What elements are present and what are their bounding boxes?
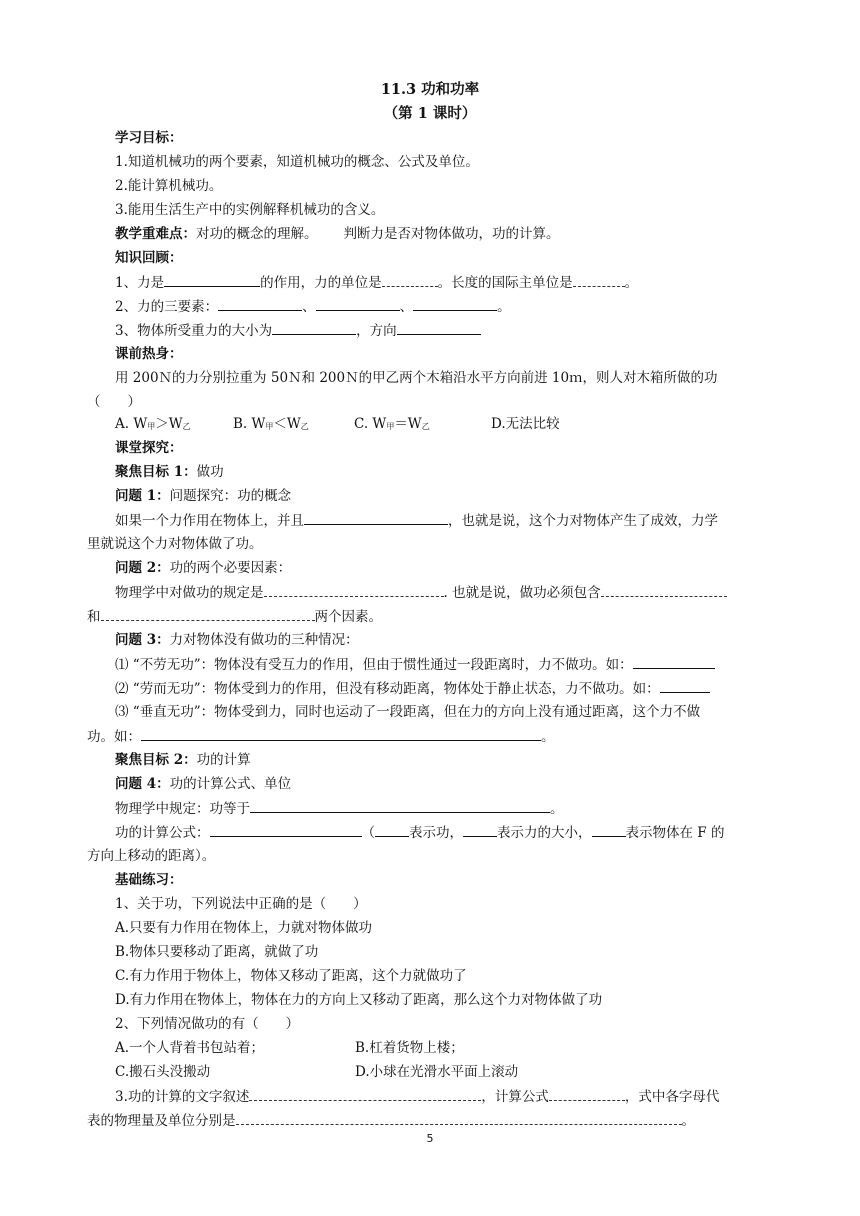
problem-1-body: 如果一个力作用在物体上，并且 ，也就是说，这个力对物体产生了成效，力学 (115, 510, 718, 531)
problem-1-heading (115, 486, 291, 506)
answer-blank[interactable] (141, 726, 541, 741)
review-heading: 知识回顾： (115, 250, 183, 266)
answer-blank[interactable] (633, 654, 715, 669)
page-number: 5 (426, 1132, 434, 1145)
objective-item: 1.知道机械功的两个要素，知道机械功的概念、公式及单位。 (115, 154, 479, 170)
problem-label: 问题 3： (115, 632, 170, 648)
answer-blank[interactable] (164, 272, 260, 287)
option-c[interactable]: C. W甲＝W乙 (354, 416, 430, 432)
practice-q2-option-a[interactable]: A.一个人背着书包站着； (115, 1040, 265, 1056)
key-points-label: 教学重难点： (115, 226, 196, 242)
problem-4-formula: 功的计算公式： （ 表示功， 表示力的大小， 表示物体在 F 的 (115, 822, 724, 843)
practice-q1-option-b[interactable]: B.物体只要移动了距离，就做了功 (115, 944, 319, 960)
answer-blank[interactable] (272, 320, 356, 335)
answer-blank[interactable] (382, 272, 438, 287)
review-question-1 (115, 272, 638, 293)
problem-4-body: 物理学中规定：功等于 。 (115, 798, 564, 819)
explore-heading: 课堂探究： (115, 440, 183, 456)
practice-question-1: 1、关于功，下列说法中正确的是（ ） (115, 896, 367, 912)
practice-question-2: 2、下列情况做功的有（ ） (115, 1016, 300, 1032)
problem-2-body-cont: 和 两个因素。 (87, 606, 382, 627)
focus-label: 聚焦目标 2： (115, 752, 197, 768)
problem-3-heading (115, 630, 359, 650)
answer-blank[interactable] (101, 606, 315, 621)
answer-blank[interactable] (549, 1086, 625, 1101)
key-points-text: 对功的概念的理解。 (196, 226, 318, 242)
practice-q1-option-d[interactable]: D.有力作用在物体上，物体在力的方向上又移动了距离，那么这个力对物体做了功 (115, 992, 603, 1008)
case-3: ⑶ “垂直无功”：物体受到力，同时也运动了一段距离，但在力的方向上没有通过距离，这个力不做 (115, 704, 701, 720)
focus-text: 功的计算 (196, 752, 251, 768)
problem-label: 问题 2： (115, 560, 170, 576)
separator: 、 (399, 299, 414, 315)
answer-blank[interactable] (249, 1086, 481, 1101)
problem-4-heading (115, 774, 291, 794)
answer-blank[interactable] (304, 510, 448, 525)
practice-q2-option-c[interactable]: C.搬石头没搬动 (115, 1064, 211, 1080)
option-a[interactable]: A. W甲＞W乙 (115, 416, 191, 432)
answer-blank[interactable] (592, 822, 626, 837)
warmup-question: 用 200Ｎ的力分别拉重为 50Ｎ和 200Ｎ的甲乙两个木箱沿水平方向前进 10ｍ，则人对木箱所做的功 (115, 370, 718, 386)
separator: 、 (302, 299, 316, 315)
answer-blank[interactable] (601, 582, 727, 597)
question-text: 。 (624, 275, 639, 291)
question-text: 3、物体所受重力的大小为 (115, 323, 273, 339)
review-question-3 (115, 320, 481, 341)
answer-blank[interactable] (573, 272, 625, 287)
review-question-2 (115, 296, 511, 317)
question-text: 的作用，力的单位是 (260, 275, 382, 291)
problem-text: 问题探究：功的概念 (169, 488, 292, 504)
practice-heading: 基础练习： (115, 872, 183, 888)
case-1: ⑴ “不劳无功”：物体没有受互力的作用，但由于惯性通过一段距离时，力不做功。如： (115, 654, 715, 675)
warmup-options (115, 414, 560, 437)
option-b[interactable]: B. W甲＜W乙 (233, 416, 309, 432)
case-3-cont: 功。如： 。 (87, 726, 555, 747)
objective-item: 2.能计算机械功。 (115, 178, 223, 194)
answer-blank[interactable] (264, 582, 444, 597)
answer-blank[interactable] (236, 1110, 682, 1125)
warmup-heading: 课前热身： (115, 346, 183, 362)
practice-q2-options-row-2 (115, 1062, 518, 1082)
document-title: 11.3 功和功率 (380, 81, 480, 98)
focus-goal-1 (115, 462, 224, 482)
question-text: 2、力的三要素： (115, 299, 219, 315)
answer-blank[interactable] (660, 678, 710, 693)
practice-q2-options-row-1 (115, 1038, 464, 1058)
case-2: ⑵ “劳而无功”：物体受到力的作用，但没有移动距离，物体处于静止状态，力不做功。如： (115, 678, 710, 699)
problem-2-body: 物理学中对做功的规定是 . 也就是说，做功必须包含 (115, 582, 727, 603)
question-text: 1、力是 (115, 275, 165, 291)
problem-label: 问题 4： (115, 776, 170, 792)
practice-q1-option-c[interactable]: C.有力作用于物体上，物体又移动了距离，这个力就做功了 (115, 968, 467, 984)
objective-item: 3.能用生活生产中的实例解释机械功的含义。 (115, 202, 385, 218)
problem-text: 功的计算公式、单位 (169, 776, 292, 792)
answer-blank[interactable] (316, 296, 400, 311)
question-text: ，方向 (356, 323, 397, 339)
warmup-answer-bracket: （ ） (87, 394, 141, 410)
problem-4-formula-cont: 方向上移动的距离）。 (87, 848, 216, 864)
document-subtitle: （第 1 课时） (383, 105, 477, 122)
objectives-heading: 学习目标： (115, 130, 183, 146)
key-points-text: 判断力是否对物体做功，功的计算。 (343, 226, 560, 242)
option-d[interactable]: D.无法比较 (491, 416, 560, 432)
answer-blank[interactable] (463, 822, 497, 837)
focus-label: 聚焦目标 1： (115, 464, 197, 480)
practice-q1-option-a[interactable]: A.只要有力作用在物体上，力就对物体做功 (115, 920, 373, 936)
practice-q2-option-d[interactable]: D.小球在光滑水平面上滚动 (355, 1064, 519, 1080)
practice-question-3-cont: 表的物理量及单位分别是 。 (87, 1110, 695, 1131)
problem-1-body-cont: 里就说这个力对物体做了功。 (87, 536, 263, 552)
problem-text: 功的两个必要因素： (169, 560, 292, 576)
question-text: 。 (497, 299, 511, 315)
answer-blank[interactable] (375, 822, 409, 837)
problem-text: 力对物体没有做功的三种情况： (169, 632, 359, 648)
key-points-line (115, 224, 560, 244)
answer-blank[interactable] (397, 320, 481, 335)
problem-label: 问题 1： (115, 488, 170, 504)
focus-text: 做功 (196, 464, 224, 480)
problem-2-heading (115, 558, 291, 578)
practice-question-3: 3.功的计算的文字叙述 ，计算公式 ，式中各字母代 (115, 1086, 719, 1107)
question-text: 。长度的国际主单位是 (437, 275, 573, 291)
practice-q2-option-b[interactable]: B.杠着货物上楼； (355, 1040, 464, 1056)
answer-blank[interactable] (413, 296, 497, 311)
answer-blank[interactable] (218, 296, 302, 311)
focus-goal-2 (115, 750, 251, 770)
answer-blank[interactable] (250, 798, 550, 813)
answer-blank[interactable] (210, 822, 362, 837)
